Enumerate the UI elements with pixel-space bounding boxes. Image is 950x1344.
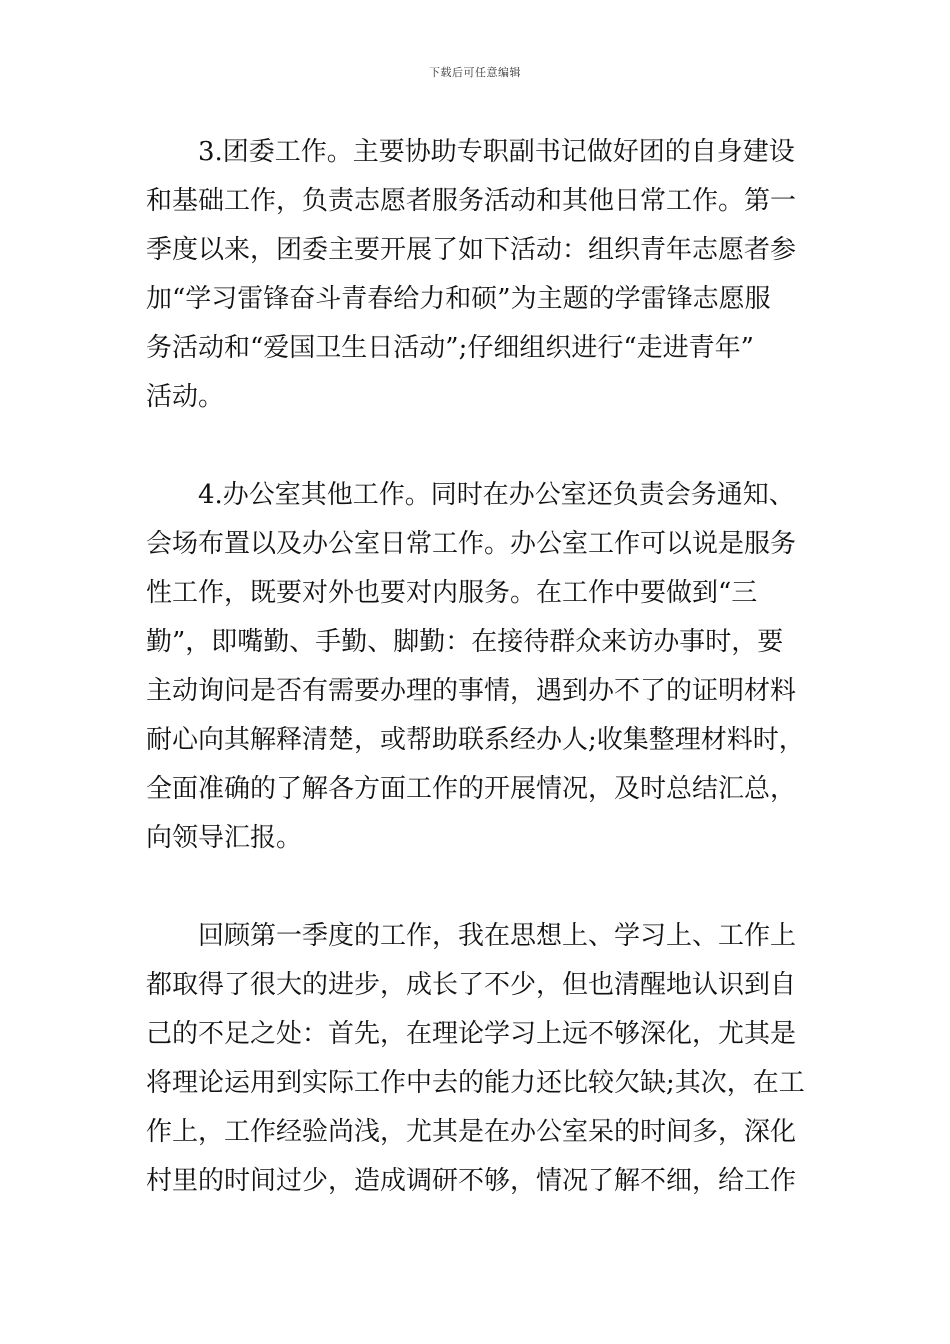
text-line: 都取得了很大的进步，成长了不少，但也清醒地认识到自 xyxy=(146,970,797,1000)
text-line: 季度以来，团委主要开展了如下活动：组织青年志愿者参 xyxy=(146,235,797,265)
text-line: 加“学习雷锋奋斗青春给力和硕”为主题的学雷锋志愿服 xyxy=(146,284,771,314)
text-line: 全面准确的了解各方面工作的开展情况，及时总结汇总， xyxy=(146,774,797,804)
text-line: 向领导汇报。 xyxy=(146,823,303,853)
text-line: 己的不足之处：首先，在理论学习上远不够深化，尤其是 xyxy=(146,1019,797,1049)
text-line: 回顾第一季度的工作，我在思想上、学习上、工作上 xyxy=(198,921,797,951)
page-header: 下载后可任意编辑 xyxy=(429,66,521,79)
paragraph-youth-league-work xyxy=(146,128,808,422)
text-line: 将理论运用到实际工作中去的能力还比较欠缺;其次，在工 xyxy=(146,1068,805,1098)
text-line: 耐心向其解释清楚，或帮助联系经办人;收集整理材料时， xyxy=(146,725,805,755)
text-line: 活动。 xyxy=(146,382,225,412)
document-body xyxy=(146,128,808,1206)
text-line: 性工作，既要对外也要对内服务。在工作中要做到“三 xyxy=(146,578,758,608)
text-line: 务活动和“爱国卫生日活动”;仔细组织进行“走进青年” xyxy=(146,333,754,363)
paragraph-review xyxy=(146,912,808,1206)
text-line: 主动询问是否有需要办理的事情，遇到办不了的证明材料 xyxy=(146,676,797,706)
text-line: 勤”，即嘴勤、手勤、脚勤：在接待群众来访办事时，要 xyxy=(146,627,784,657)
text-line: 会场布置以及办公室日常工作。办公室工作可以说是服务 xyxy=(146,529,797,559)
text-line: 村里的时间过少，造成调研不够，情况了解不细，给工作 xyxy=(146,1166,797,1196)
text-line: 作上，工作经验尚浅，尤其是在办公室呆的时间多，深化 xyxy=(146,1117,797,1147)
paragraph-office-work xyxy=(146,471,808,863)
text-line: 4.办公室其他工作。同时在办公室还负责会务通知、 xyxy=(198,480,795,510)
text-line: 3.团委工作。主要协助专职副书记做好团的自身建设 xyxy=(198,137,795,167)
text-line: 和基础工作，负责志愿者服务活动和其他日常工作。第一 xyxy=(146,186,797,216)
